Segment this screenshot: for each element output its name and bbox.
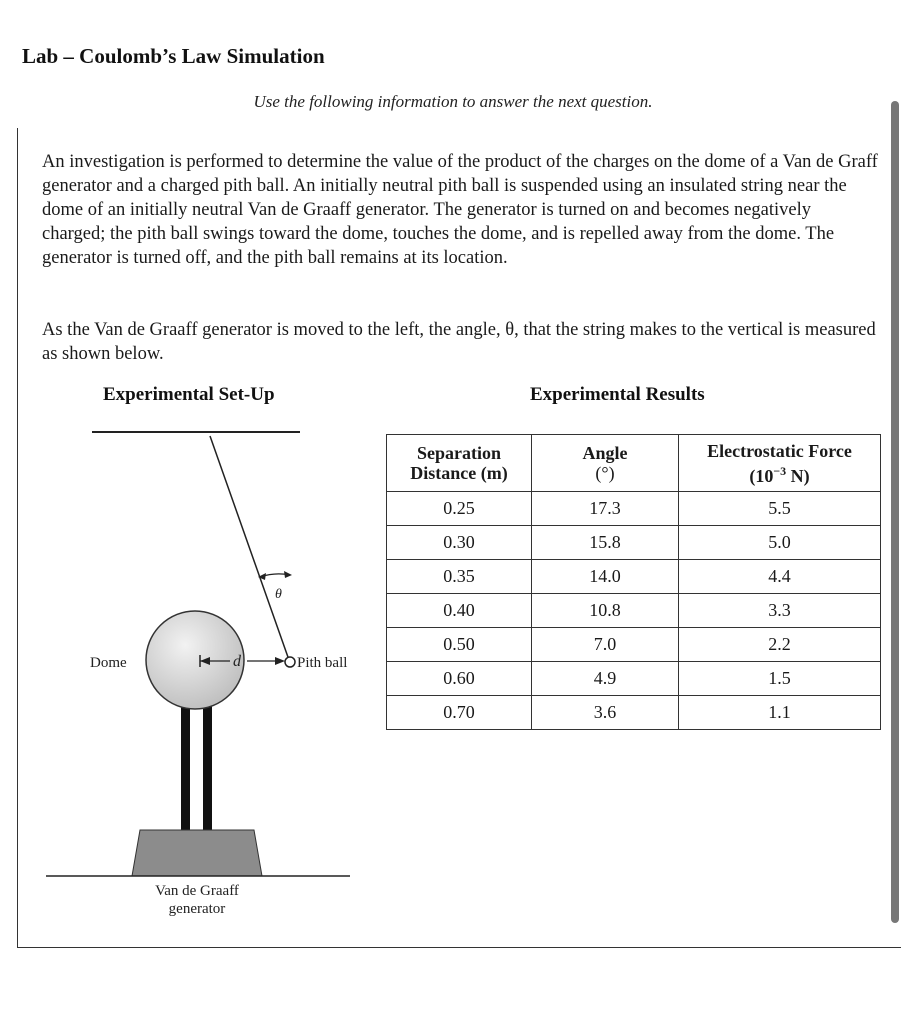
force-cell: 1.1	[679, 696, 881, 730]
table-row	[387, 560, 881, 594]
distance-arrow-right-icon	[275, 657, 285, 665]
column-header-force: Electrostatic Force ($10^{-3}$ N)	[679, 435, 881, 492]
dome-sphere	[146, 611, 244, 709]
angle-cell: 10.8	[532, 594, 679, 628]
angle-cell: 7.0	[532, 628, 679, 662]
generator-base	[132, 830, 262, 876]
table-header-row	[387, 435, 881, 492]
table-row	[387, 526, 881, 560]
page-title: Lab – Coulomb’s Law Simulation	[22, 44, 325, 68]
generator-label-line1: Van de Graaff	[155, 883, 239, 899]
angle-cell: 4.9	[532, 662, 679, 696]
angle-cell: 17.3	[532, 492, 679, 526]
dome-label: Dome	[90, 655, 127, 671]
separation-cell: 0.30	[387, 526, 532, 560]
pith-ball	[285, 657, 295, 667]
pith-ball-label: Pith ball	[297, 655, 348, 671]
results-title: Experimental Results	[530, 384, 705, 405]
description-paragraph: An investigation is performed to determine the value of the product of the charges on the dome of a Van de Graff generator and a charged pith ball. An initially neutral pith ball is suspended using an insulated string near the dome of an initially neutral Van de Graaff generator. The generator is turned on and becomes negatively charged; the pith ball swings toward the dome, touches the dome, and is repelled away from the dome. The generator is turned off, and the pith ball remains at its location.	[42, 152, 878, 268]
column-header-separation: Separation Distance (m)	[387, 435, 532, 492]
rod-right	[203, 700, 212, 836]
force-cell: 2.2	[679, 628, 881, 662]
force-cell: 5.0	[679, 526, 881, 560]
angle-cell: 15.8	[532, 526, 679, 560]
separation-cell: 0.70	[387, 696, 532, 730]
force-cell: 4.4	[679, 560, 881, 594]
separation-cell: 0.50	[387, 628, 532, 662]
table-row	[387, 696, 881, 730]
table-row	[387, 628, 881, 662]
table-row	[387, 594, 881, 628]
table-row	[387, 492, 881, 526]
measurement-paragraph: As the Van de Graaff generator is moved to the left, the angle, θ, that the string makes to the vertical is measured as shown below.	[42, 320, 876, 364]
separation-cell: 0.25	[387, 492, 532, 526]
force-cell: 1.5	[679, 662, 881, 696]
angle-label: θ	[275, 587, 282, 602]
instruction-text: Use the following information to answer the next question.	[253, 92, 653, 111]
force-cell: 5.5	[679, 492, 881, 526]
generator-label-line2: generator	[168, 901, 226, 917]
column-header-angle: Angle (°)	[532, 435, 679, 492]
setup-title: Experimental Set-Up	[103, 384, 275, 405]
angle-arrow-right-icon	[284, 571, 292, 578]
table-row	[387, 662, 881, 696]
separation-cell: 0.60	[387, 662, 532, 696]
separation-cell: 0.40	[387, 594, 532, 628]
results-table	[386, 434, 881, 730]
angle-cell: 3.6	[532, 696, 679, 730]
angle-cell: 14.0	[532, 560, 679, 594]
rod-left	[181, 700, 190, 836]
distance-label: d	[233, 653, 241, 670]
separation-cell: 0.35	[387, 560, 532, 594]
force-cell: 3.3	[679, 594, 881, 628]
